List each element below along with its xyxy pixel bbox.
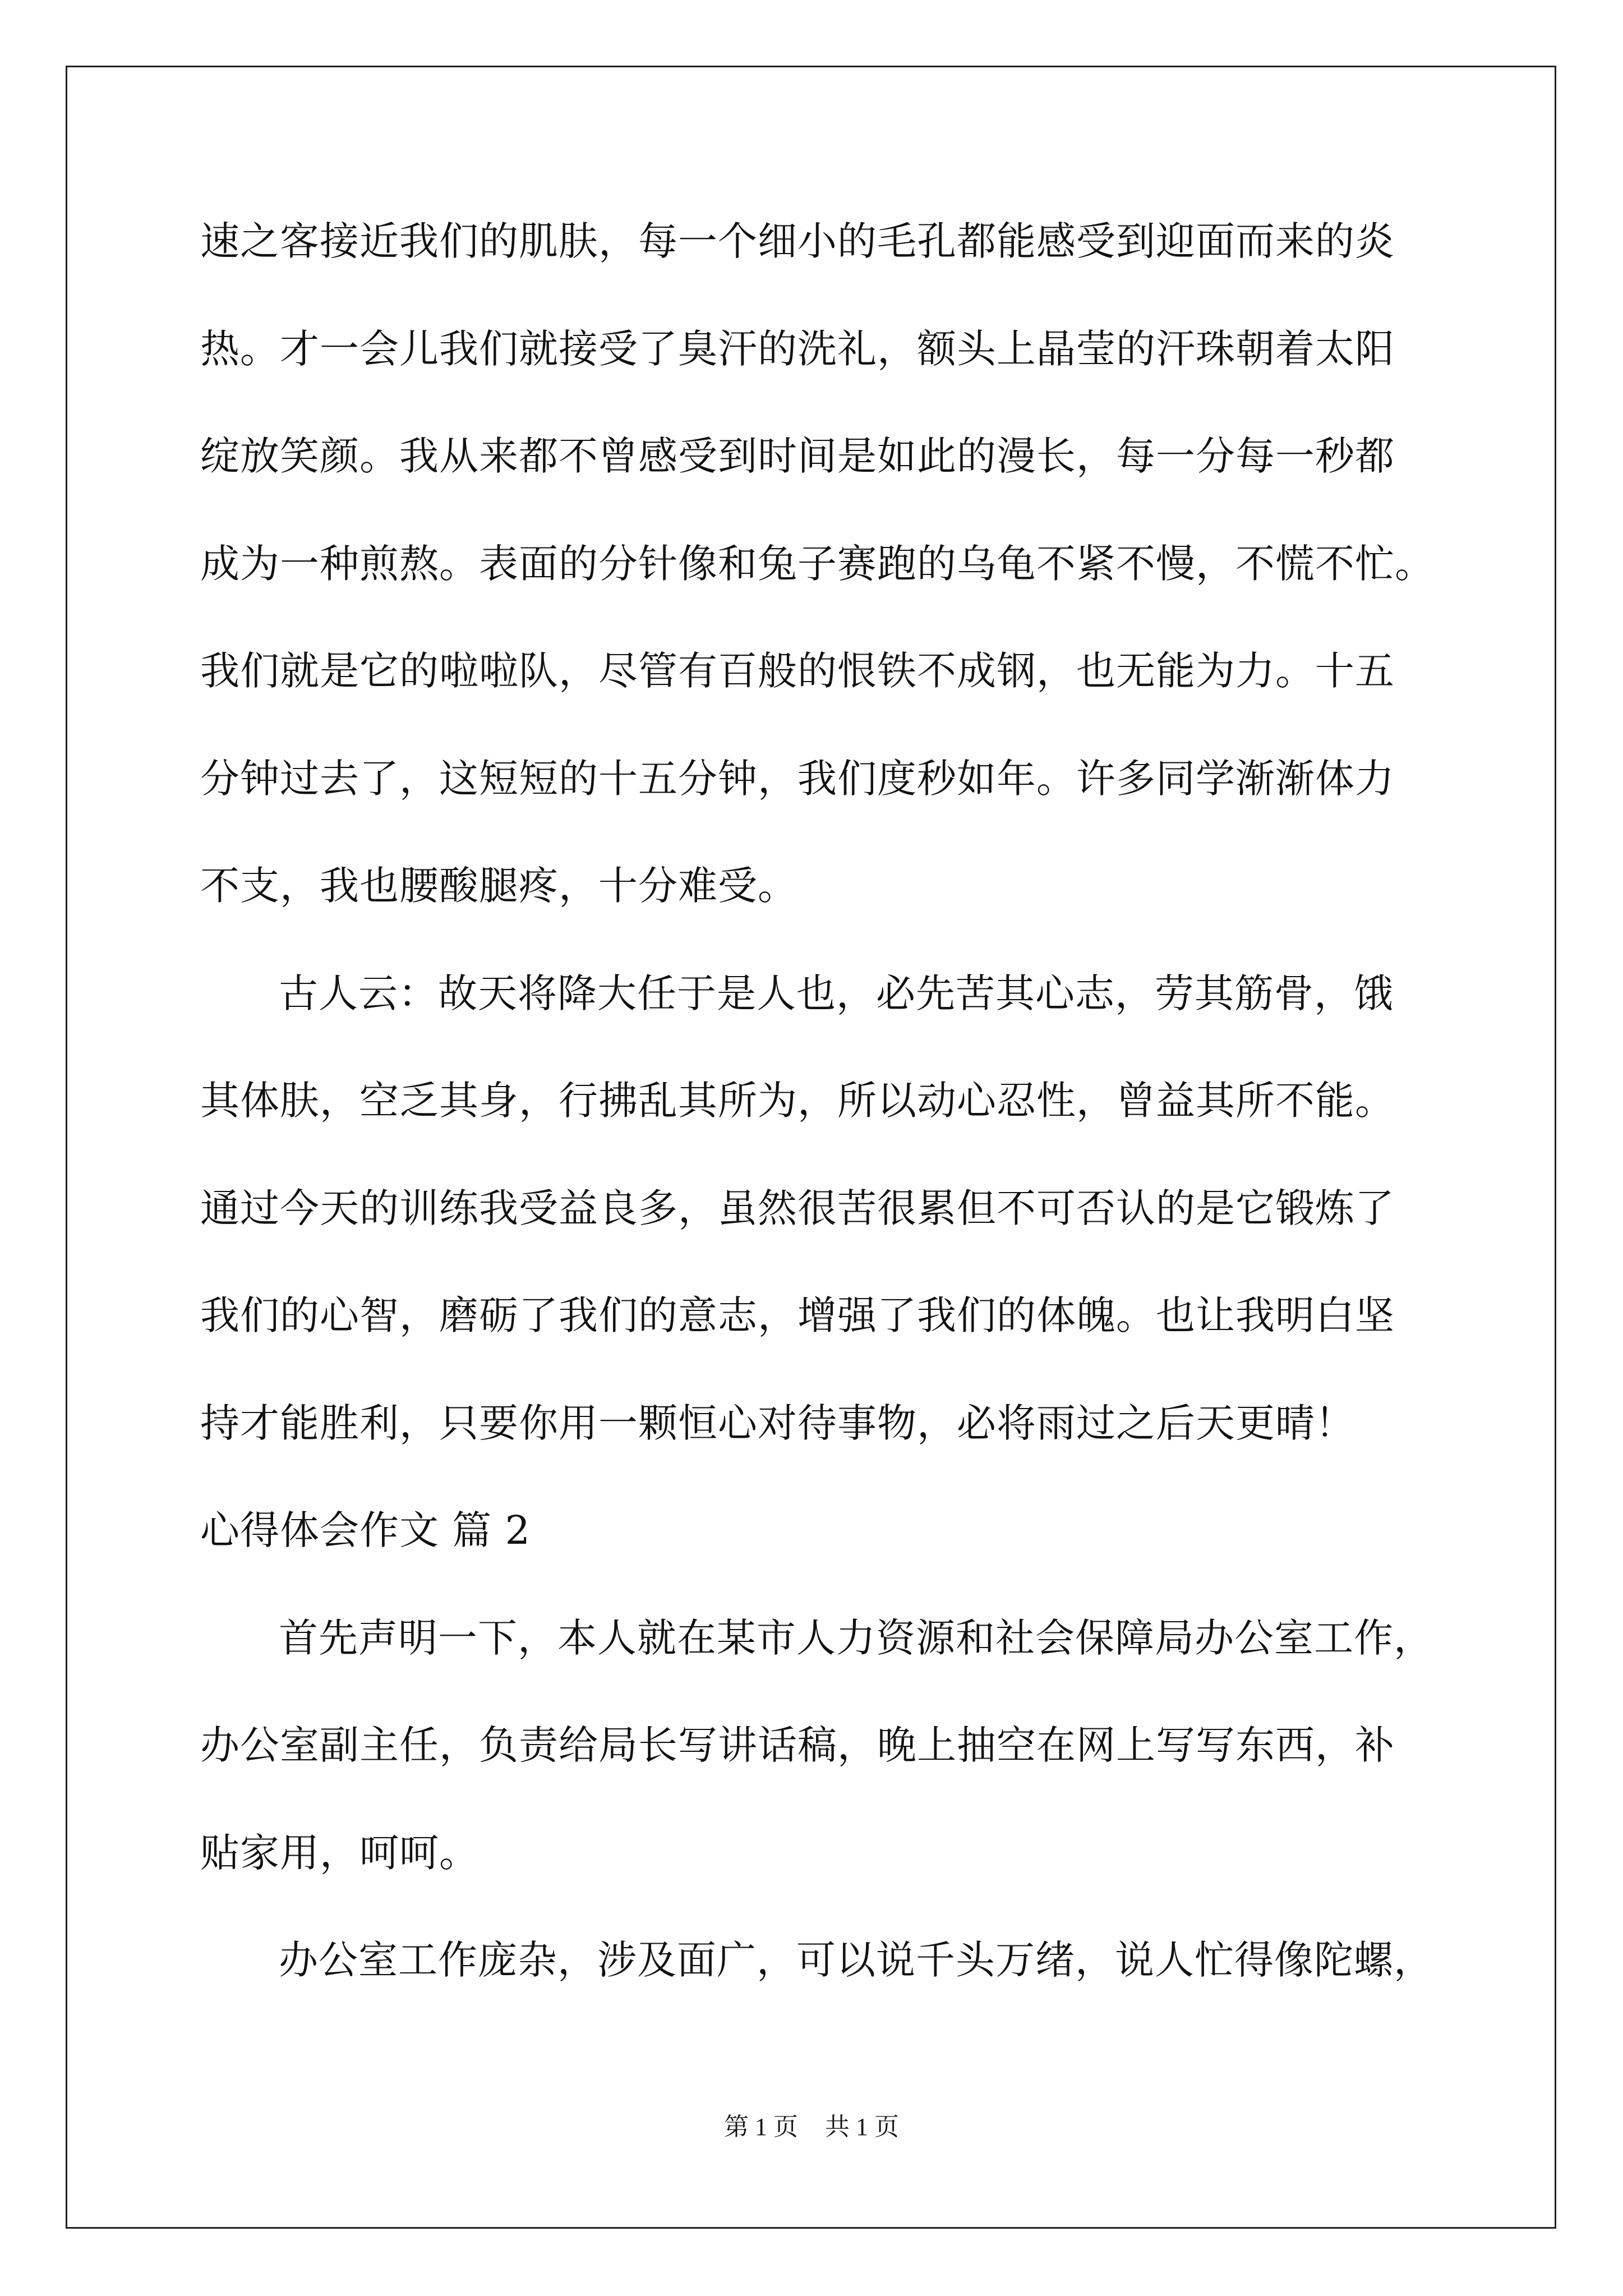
text-line: 速之客接近我们的肌肤，每一个细小的毛孔都能感受到迎面而来的炎 <box>200 218 1395 264</box>
text-line: 成为一种煎熬。表面的分针像和兔子赛跑的乌龟不紧不慢，不慌不忙。 <box>200 540 1435 587</box>
text-line: 通过今天的训练我受益良多，虽然很苦很累但不可否认的是它锻炼了 <box>200 1185 1395 1231</box>
page-total: 共 1 页 <box>825 2113 899 2141</box>
page-number: 第 1 页 <box>724 2113 798 2141</box>
text-line: 绽放笑颜。我从来都不曾感受到时间是如此的漫长，每一分每一秒都 <box>200 433 1395 479</box>
section-heading: 心得体会作文 篇 2 <box>200 1507 531 1553</box>
text-line: 我们就是它的啦啦队，尽管有百般的恨铁不成钢，也无能为力。十五 <box>200 648 1395 694</box>
text-line: 贴家用，呵呵。 <box>200 1829 479 1876</box>
text-line: 不支，我也腰酸腿疼，十分难受。 <box>200 863 797 909</box>
paragraph-first-line: 古人云：故天将降大任于是人也，必先苦其心志，劳其筋骨，饿 <box>279 970 1394 1016</box>
text-line: 办公室副主任，负责给局长写讲话稿，晚上抽空在网上写写东西，补 <box>200 1722 1395 1768</box>
paragraph-first-line: 办公室工作庞杂，涉及面广，可以说千头万绪，说人忙得像陀螺， <box>279 1937 1433 1983</box>
text-line: 其体肤，空乏其身，行拂乱其所为，所以动心忍性，曾益其所不能。 <box>200 1078 1395 1124</box>
text-line: 持才能胜利，只要你用一颗恒心对待事物，必将雨过之后天更晴！ <box>200 1400 1355 1446</box>
page-footer <box>0 2106 1623 2142</box>
text-line: 分钟过去了，这短短的十五分钟，我们度秒如年。许多同学渐渐体力 <box>200 755 1395 802</box>
text-line: 我们的心智，磨砺了我们的意志，增强了我们的体魄。也让我明白坚 <box>200 1292 1395 1338</box>
text-line: 热。才一会儿我们就接受了臭汗的洗礼，额头上晶莹的汗珠朝着太阳 <box>200 325 1395 372</box>
document-body <box>200 213 1434 2040</box>
paragraph-first-line: 首先声明一下，本人就在某市人力资源和社会保障局办公室工作， <box>279 1614 1433 1661</box>
